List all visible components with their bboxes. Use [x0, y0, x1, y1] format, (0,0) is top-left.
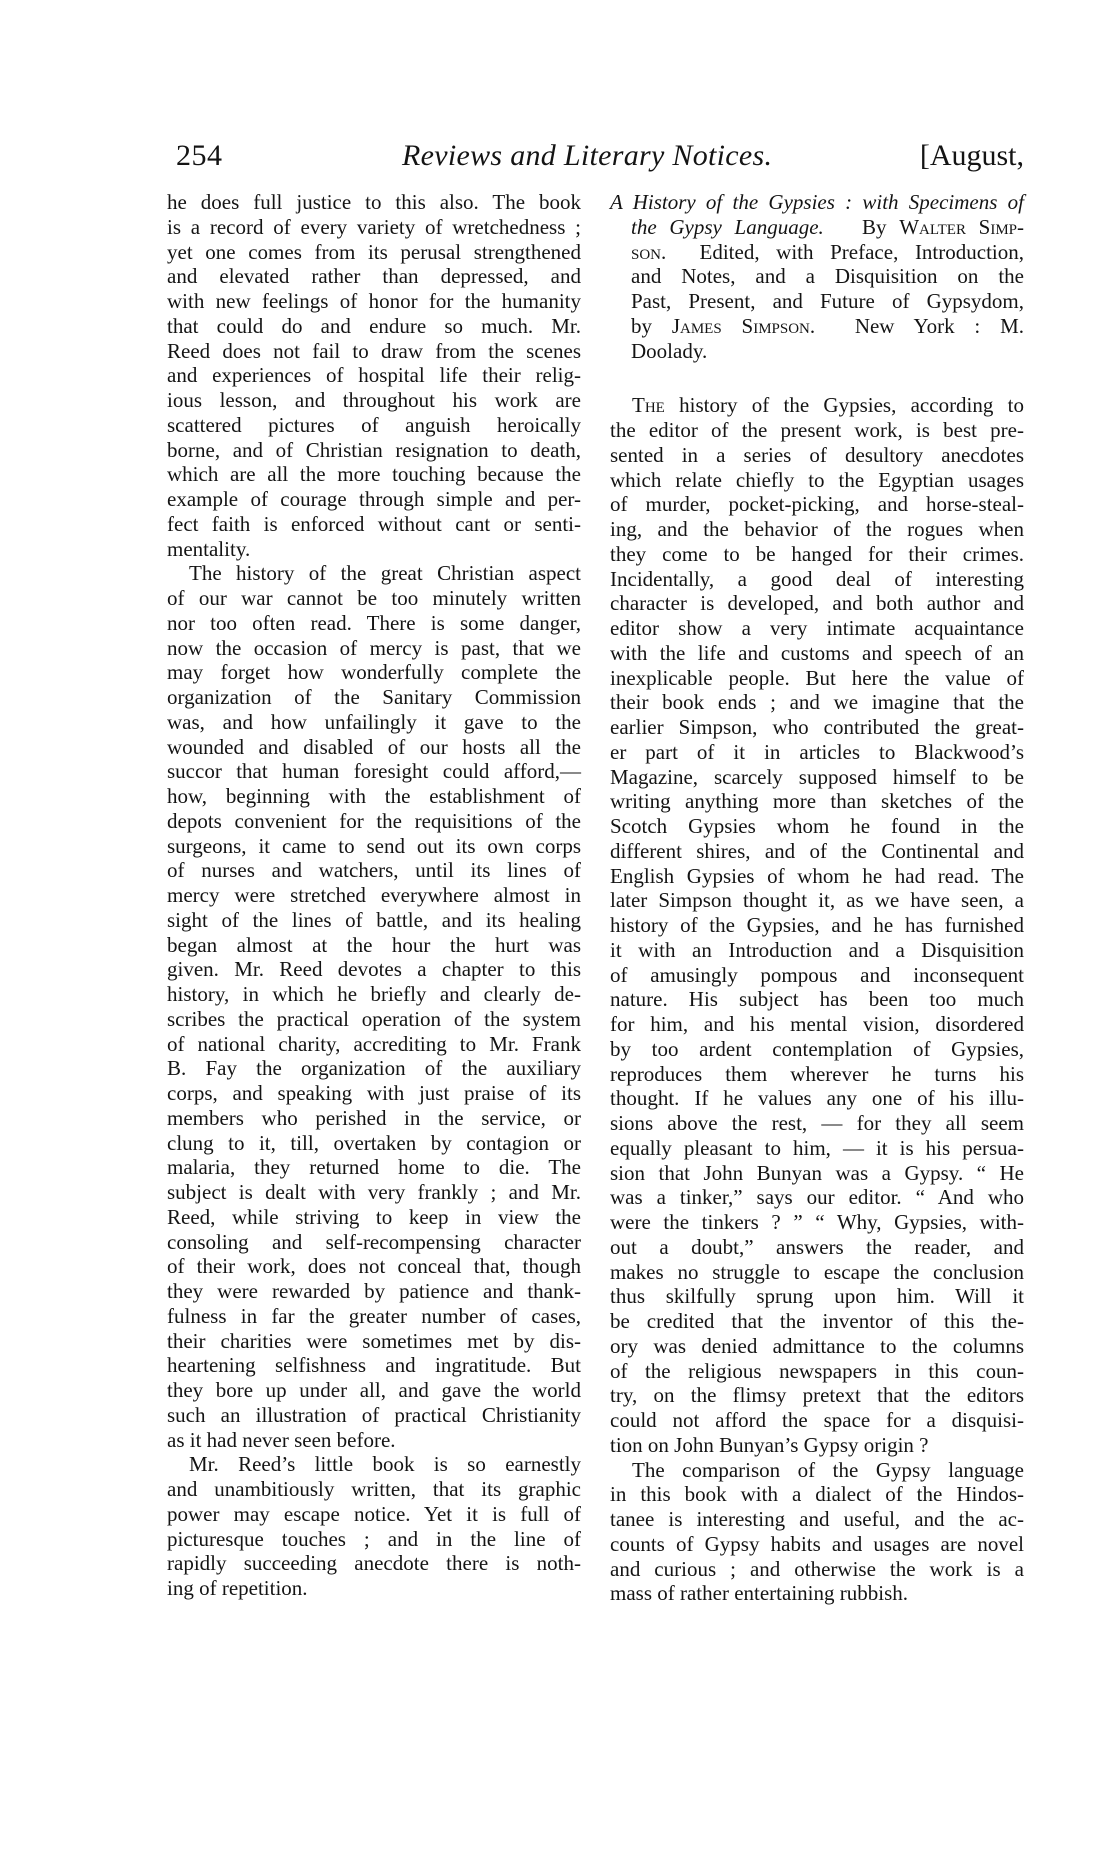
text-line: tanee is interesting and useful, and the ac-	[610, 1507, 1024, 1531]
paragraph	[610, 393, 1024, 1457]
text-line: clung to it, till, overtaken by contagion or	[167, 1130, 581, 1155]
text-line: now the occasion of mercy is past, that we	[167, 635, 581, 660]
text-line	[610, 393, 1024, 418]
text-line: with new feelings of honor for the humanity	[167, 289, 581, 313]
text-line: they come to be hanged for their crimes.	[610, 541, 1024, 566]
publisher: New York : M.	[854, 313, 1025, 338]
review-title-text: the Gypsy Language.	[631, 214, 824, 239]
text-line: heartening selfishness and ingratitude. But	[167, 1353, 581, 1378]
text-line: counts of Gypsy habits and usages are novel	[610, 1531, 1024, 1556]
text-line: is a record of every variety of wretchedness ;	[167, 214, 581, 239]
by-label: by	[631, 313, 652, 338]
text-line: reproduces them wherever he turns his	[610, 1061, 1024, 1086]
text-line: later Simpson thought it, as we have seen, a	[610, 888, 1024, 913]
text-line: members who perished in the service, or	[167, 1105, 581, 1130]
text-line: was a tinker,” says our editor. “ And who	[610, 1185, 1024, 1210]
text-line: by too ardent contemplation of Gypsies,	[610, 1036, 1024, 1061]
review-heading-line	[610, 314, 1024, 339]
text-line: as it had never seen before.	[167, 1427, 396, 1452]
text-line: ious lesson, and throughout his work are	[167, 388, 581, 412]
issue-month: [August,	[919, 139, 1024, 172]
text-line: may forget how wonderfully complete the	[167, 660, 581, 685]
text-line: ing of repetition.	[167, 1576, 308, 1600]
section-title: Reviews and Literary Notices.	[402, 139, 773, 172]
paragraph	[610, 1458, 1024, 1607]
text-line: character is developed, and both author and	[610, 591, 1024, 616]
text-line: their book ends ; and we imagine that the	[610, 690, 1024, 715]
text-line: malaria, they returned home to die. The	[167, 1155, 581, 1180]
text-line: writing anything more than sketches of the	[610, 789, 1024, 814]
text-line: surgeons, it came to send out its own corps	[167, 833, 581, 858]
paragraph	[167, 1452, 581, 1601]
text-line: could not afford the space for a disquisi-	[610, 1408, 1024, 1432]
text-line: which are all the more touching because the	[167, 462, 581, 487]
text-line: were the tinkers ? ” “ Why, Gypsies, with-	[610, 1210, 1024, 1234]
text-line: that could do and endure so much. Mr.	[167, 313, 581, 338]
review-body	[610, 393, 1024, 1606]
text-line: Scotch Gypsies whom he found in the	[610, 814, 1024, 838]
text-line: of their work, does not conceal that, though	[167, 1254, 581, 1279]
text-line: earlier Simpson, who contributed the great-	[610, 715, 1024, 739]
text-line: history of the Gypsies, and he has furnished	[610, 913, 1024, 937]
review-heading-line	[610, 240, 1024, 265]
review-heading-line: Doolady.	[631, 338, 708, 363]
text-line: Magazine, scarcely supposed himself to be	[610, 764, 1024, 789]
text-line: try, on the flimsy pretext that the editors	[610, 1383, 1024, 1408]
text-line: sion that John Bunyan was a Gypsy. “ He	[610, 1160, 1024, 1185]
text-line: English Gypsies of whom he had read. The	[610, 863, 1024, 888]
text-line: mass of rather entertaining rubbish.	[610, 1581, 908, 1606]
line-text: history of the Gypsies, according to	[679, 393, 1024, 418]
text-line: thus skilfully sprung upon him. Will it	[610, 1284, 1024, 1309]
text-line: mercy were stretched everywhere almost in	[167, 883, 581, 907]
review-heading-line: and Notes, and a Disquisition on the	[631, 264, 1024, 289]
page-number: 254	[176, 139, 223, 172]
text-line: such an illustration of practical Christianity	[167, 1402, 581, 1427]
text-line: their charities were sometimes met by dis-	[167, 1328, 581, 1353]
text-line: nor too often read. There is some danger,	[167, 610, 581, 635]
text-line: they bore up under all, and gave the world	[167, 1378, 581, 1402]
text-line: sented in a series of desultory anecdotes	[610, 442, 1024, 467]
text-line: Mr. Reed’s little book is so earnestly	[189, 1452, 581, 1477]
text-line: scribes the practical operation of the system	[167, 1006, 581, 1031]
text-line: Incidentally, a good deal of interesting	[610, 566, 1024, 591]
text-line: and experiences of hospital life their relig-	[167, 363, 581, 388]
text-line: borne, and of Christian resignation to death,	[167, 437, 581, 462]
text-line: of murder, pocket-picking, and horse-steal-	[610, 492, 1024, 517]
review-heading	[610, 190, 1024, 363]
text-line: depots convenient for the requisitions of the	[167, 808, 581, 833]
text-line: out a doubt,” answers the reader, and	[610, 1234, 1024, 1259]
text-line: began almost at the hour the hurt was	[167, 932, 581, 957]
drop-lead-word: The	[632, 393, 665, 418]
running-head	[172, 134, 1024, 178]
text-line: thought. If he values any one of his illu-	[610, 1086, 1024, 1111]
text-line: equally pleasant to him, — it is his persua-	[610, 1135, 1024, 1160]
text-line: in this book with a dialect of the Hindos-	[610, 1482, 1024, 1507]
text-line: of amusingly pompous and inconsequent	[610, 962, 1024, 987]
text-line: picturesque touches ; and in the line of	[167, 1526, 581, 1551]
text-line: succor that human foresight could afford,—	[167, 759, 581, 784]
text-line: with the life and customs and speech of an	[610, 640, 1024, 665]
text-line: organization of the Sanitary Commission	[167, 685, 581, 709]
text-line: wounded and disabled of our hosts all the	[167, 734, 581, 759]
text-line: makes no struggle to escape the conclusion	[610, 1259, 1024, 1284]
text-line: history, in which he briefly and clearly de-	[167, 982, 581, 1006]
text-line: fect faith is enforced without cant or senti-	[167, 511, 581, 536]
text-line: nature. His subject has been too much	[610, 987, 1024, 1012]
text-line: scattered pictures of anguish heroically	[167, 412, 581, 437]
text-line: Reed does not fail to draw from the scenes	[167, 338, 581, 363]
text-line: fulness in far the greater number of cases,	[167, 1303, 581, 1328]
text-line: yet one comes from its perusal strengthened	[167, 239, 581, 264]
text-line: given. Mr. Reed devotes a chapter to this	[167, 957, 581, 982]
text-line: power may escape notice. Yet it is full of	[167, 1501, 581, 1526]
text-line: it with an Introduction and a Disquisition	[610, 937, 1024, 962]
text-line: corps, and speaking with just praise of its	[167, 1081, 581, 1105]
author-name-cont: son.	[631, 239, 667, 264]
by-label: By	[861, 214, 887, 239]
text-line: mentality.	[167, 536, 251, 561]
text-line: different shires, and of the Continental and	[610, 838, 1024, 863]
text-line: and elevated rather than depressed, and	[167, 264, 581, 289]
text-line: B. Fay the organization of the auxiliary	[167, 1056, 581, 1081]
text-line: and curious ; and otherwise the work is a	[610, 1556, 1024, 1581]
text-line: er part of it in articles to Blackwood’s	[610, 739, 1024, 764]
text-line: how, beginning with the establishment of	[167, 784, 581, 808]
text-line: tion on John Bunyan’s Gypsy origin ?	[610, 1432, 929, 1457]
text-line: be credited that the inventor of this the-	[610, 1309, 1024, 1333]
text-line: inexplicable people. But here the value of	[610, 665, 1024, 690]
author-name: Walter Simp-	[899, 214, 1025, 239]
text-line: of the religious newspapers in this coun-	[610, 1358, 1024, 1383]
editor-name: James Simpson.	[671, 313, 816, 338]
paragraph	[167, 190, 581, 561]
text-line: sions above the rest, — for they all seem	[610, 1111, 1024, 1135]
review-title-line	[610, 215, 1024, 240]
review-heading-line: Past, Present, and Future of Gypsydom,	[631, 289, 1024, 313]
text-line: Reed, while striving to keep in view the	[167, 1204, 581, 1229]
text-line: of nurses and watchers, until its lines of	[167, 858, 581, 883]
review-title-line: A History of the Gypsies : with Specimens of	[610, 190, 1024, 214]
text-line: was, and how unfailingly it gave to the	[167, 709, 581, 734]
text-line: ory was denied admittance to the columns	[610, 1333, 1024, 1358]
text-line: the editor of the present work, is best pre-	[610, 418, 1024, 442]
text-line: and unambitiously written, that its graphic	[167, 1477, 581, 1501]
text-line: The history of the great Christian aspect	[189, 561, 581, 586]
text-line: sight of the lines of battle, and its healing	[167, 907, 581, 932]
text-line: consoling and self-recompensing character	[167, 1229, 581, 1254]
text-line: rapidly succeeding anecdote there is noth-	[167, 1551, 581, 1576]
right-column	[610, 190, 1024, 1606]
paragraph	[167, 561, 581, 1452]
text-line: of our war cannot be too minutely written	[167, 586, 581, 610]
text-line: of national charity, accrediting to Mr. Frank	[167, 1031, 581, 1056]
text-line: they were rewarded by patience and thank-	[167, 1279, 581, 1303]
text-line: for him, and his mental vision, disordered	[610, 1012, 1024, 1036]
text-line: The comparison of the Gypsy language	[632, 1457, 1024, 1482]
text-line: he does full justice to this also. The book	[167, 190, 581, 214]
text-line: subject is dealt with very frankly ; and Mr.	[167, 1180, 581, 1204]
edited-note: Edited, with Preface, Introduction,	[699, 239, 1024, 264]
text-line: example of courage through simple and per-	[167, 487, 581, 511]
text-line: which relate chiefly to the Egyptian usages	[610, 467, 1024, 492]
left-column	[167, 190, 581, 1601]
text-line: ing, and the behavior of the rogues when	[610, 517, 1024, 541]
text-line: editor show a very intimate acquaintance	[610, 616, 1024, 640]
section-gap	[610, 363, 1024, 388]
